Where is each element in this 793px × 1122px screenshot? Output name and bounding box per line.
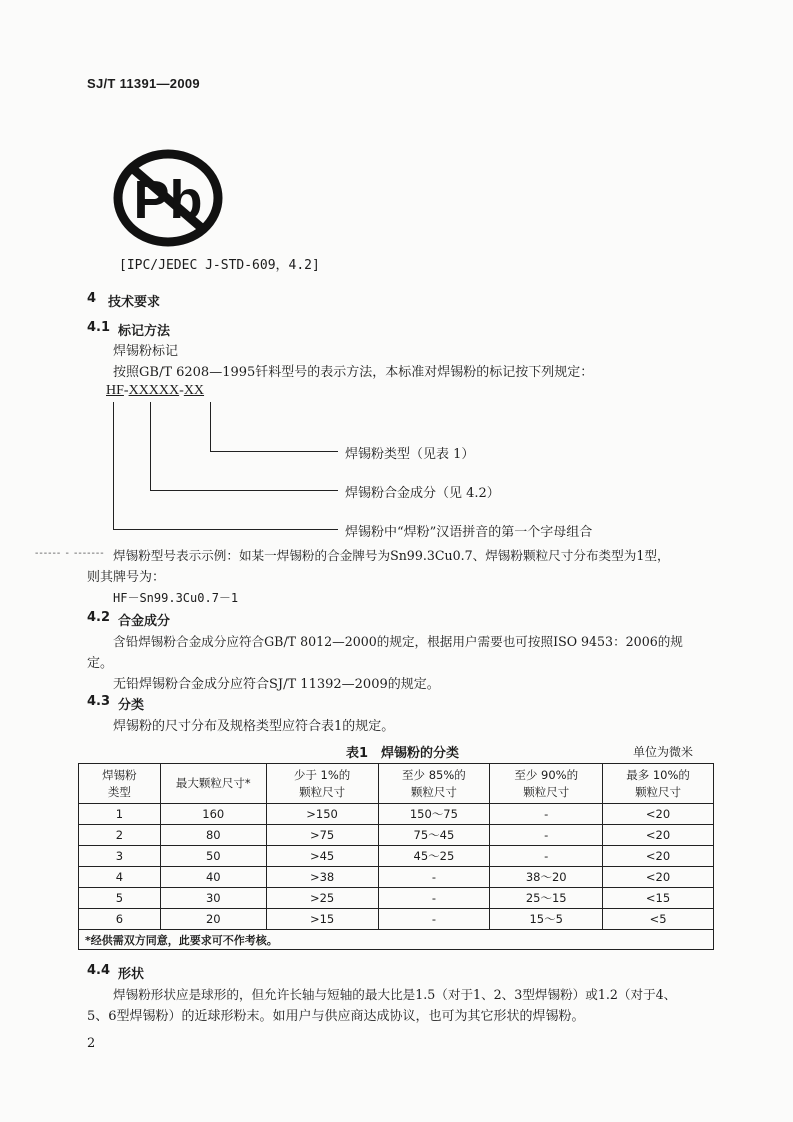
section-4-2-para2: 无铅焊锡粉合金成分应符合SJ/T 11392—2009的规定。: [113, 677, 440, 692]
logo-symbol: Pb: [133, 170, 203, 230]
table-cell: 38～20: [490, 867, 603, 888]
table-row: [79, 867, 714, 888]
section-4-1-number: 4.1: [87, 320, 111, 335]
table-cell: <20: [603, 846, 714, 867]
example-line1: 焊锡粉型号表示示例：如某一焊锡粉的合金牌号为Sn99.3Cu0.7、焊锡粉颗粒尺寸分布类型为1型，: [113, 548, 670, 563]
table-cell: 20: [160, 909, 266, 930]
header-type: 焊锡粉 类型: [79, 764, 161, 804]
table-unit: 单位为微米: [633, 745, 694, 759]
table-cell: 25～15: [490, 888, 603, 909]
table-cell: <15: [603, 888, 714, 909]
legend-powder-type: 焊锡粉类型（见表 1）: [345, 447, 475, 462]
table-cell: >45: [266, 846, 378, 867]
bracket-line-1-horizontal: [113, 529, 338, 530]
designation-sep2: -: [179, 383, 184, 398]
header-min-85pct: 至少 85%的 颗粒尺寸: [378, 764, 490, 804]
table-cell: 4: [79, 867, 161, 888]
header-less-1pct: 少于 1%的 颗粒尺寸: [266, 764, 378, 804]
section-4-4-para-line1: 焊锡粉形状应是球形的，但允许长轴与短轴的最大比是1.5（对于1、2、3型焊锡粉）或1.2（对于4、: [113, 987, 677, 1002]
section-4-4-title: 形状: [118, 967, 145, 982]
table-cell: <20: [603, 804, 714, 825]
table-cell: -: [378, 909, 490, 930]
table-header-row: [79, 764, 714, 804]
section-4-number: 4: [87, 291, 97, 306]
bracket-line-2-vertical: [150, 402, 151, 491]
bracket-line-3-vertical: [210, 402, 211, 452]
powder-classification-table: [78, 763, 714, 950]
table-cell: 3: [79, 846, 161, 867]
section-4-4-para-line2: 5、6型焊锡粉）的近球形粉末。如用户与供应商达成协议，也可为其它形状的焊锡粉。: [87, 1009, 585, 1024]
table-cell: 30: [160, 888, 266, 909]
bracket-line-3-horizontal: [210, 451, 338, 452]
table-note-row: [79, 930, 714, 950]
header-max-size: 最大颗粒尺寸*: [160, 764, 266, 804]
table-cell: 40: [160, 867, 266, 888]
section-4-1-intro: 按照GB/T 6208—1995钎料型号的表示方法，本标准对焊锡粉的标记按下列规定：: [113, 365, 594, 380]
table-cell: >150: [266, 804, 378, 825]
designation-part3: XX: [183, 383, 205, 398]
section-4-3-number: 4.3: [87, 694, 111, 709]
page-number: 2: [87, 1036, 96, 1051]
table-cell: 50: [160, 846, 266, 867]
table-cell: 2: [79, 825, 161, 846]
header-min-90pct: 至少 90%的 颗粒尺寸: [490, 764, 603, 804]
table-cell: 75～45: [378, 825, 490, 846]
section-4-title: 技术要求: [108, 295, 161, 310]
table-cell: 1: [79, 804, 161, 825]
table-row: [79, 804, 714, 825]
table-cell: >75: [266, 825, 378, 846]
section-4-4-number: 4.4: [87, 963, 111, 978]
table-cell: <20: [603, 867, 714, 888]
table-row: [79, 888, 714, 909]
margin-dashes: ------ - -------: [35, 548, 105, 559]
table-cell: -: [490, 825, 603, 846]
table-cell: 5: [79, 888, 161, 909]
table-cell: 45～25: [378, 846, 490, 867]
section-4-1-title: 标记方法: [118, 324, 171, 339]
table-row: [79, 909, 714, 930]
standard-id: SJ/T 11391—2009: [87, 76, 200, 91]
section-4-2-number: 4.2: [87, 610, 111, 625]
section-4-1-subtitle: 焊锡粉标记: [113, 344, 179, 359]
designation-code: [106, 383, 204, 399]
section-4-3-title: 分类: [118, 698, 145, 713]
section-4-2-para1-line2: 定。: [87, 656, 114, 671]
table-cell: >15: [266, 909, 378, 930]
table-cell: 160: [160, 804, 266, 825]
table-cell: <5: [603, 909, 714, 930]
table-cell: >25: [266, 888, 378, 909]
designation-part2: XXXXX: [128, 383, 180, 398]
table-cell: -: [378, 888, 490, 909]
designation-part1: HF: [106, 383, 124, 398]
designation-sep1: -: [123, 383, 129, 398]
legend-initials: 焊锡粉中“焊粉”汉语拼音的第一个字母组合: [345, 525, 593, 540]
header-max-10pct: 最多 10%的 颗粒尺寸: [603, 764, 714, 804]
table-row: [79, 825, 714, 846]
table-cell: -: [490, 846, 603, 867]
section-4-2-para1-line1: 含铅焊锡粉合金成分应符合GB/T 8012—2000的规定，根据用户需要也可按照ISO 9453：2006的规: [113, 634, 683, 649]
table-cell: 6: [79, 909, 161, 930]
lead-free-pb-icon: [112, 148, 224, 248]
legend-alloy-composition: 焊锡粉合金成分（见 4.2）: [345, 486, 500, 501]
table-cell: >38: [266, 867, 378, 888]
table-cell: -: [378, 867, 490, 888]
table-cell: 15～5: [490, 909, 603, 930]
bracket-line-1-vertical: [113, 402, 114, 530]
example-line2: 则其牌号为：: [87, 570, 166, 585]
bracket-line-2-horizontal: [150, 490, 338, 491]
table-row: [79, 846, 714, 867]
table-note: *经供需双方同意，此要求可不作考核。: [79, 930, 714, 950]
table-cell: -: [490, 804, 603, 825]
table-caption: 表1 焊锡粉的分类: [346, 746, 460, 761]
table-cell: <20: [603, 825, 714, 846]
section-4-3-para: 焊锡粉的尺寸分布及规格类型应符合表1的规定。: [113, 719, 395, 734]
logo-reference: [IPC/JEDEC J-STD-609，4.2]: [119, 258, 320, 273]
example-code: HF－Sn99.3Cu0.7－1: [113, 591, 239, 605]
table-cell: 150～75: [378, 804, 490, 825]
section-4-2-title: 合金成分: [118, 614, 171, 629]
table-cell: 80: [160, 825, 266, 846]
